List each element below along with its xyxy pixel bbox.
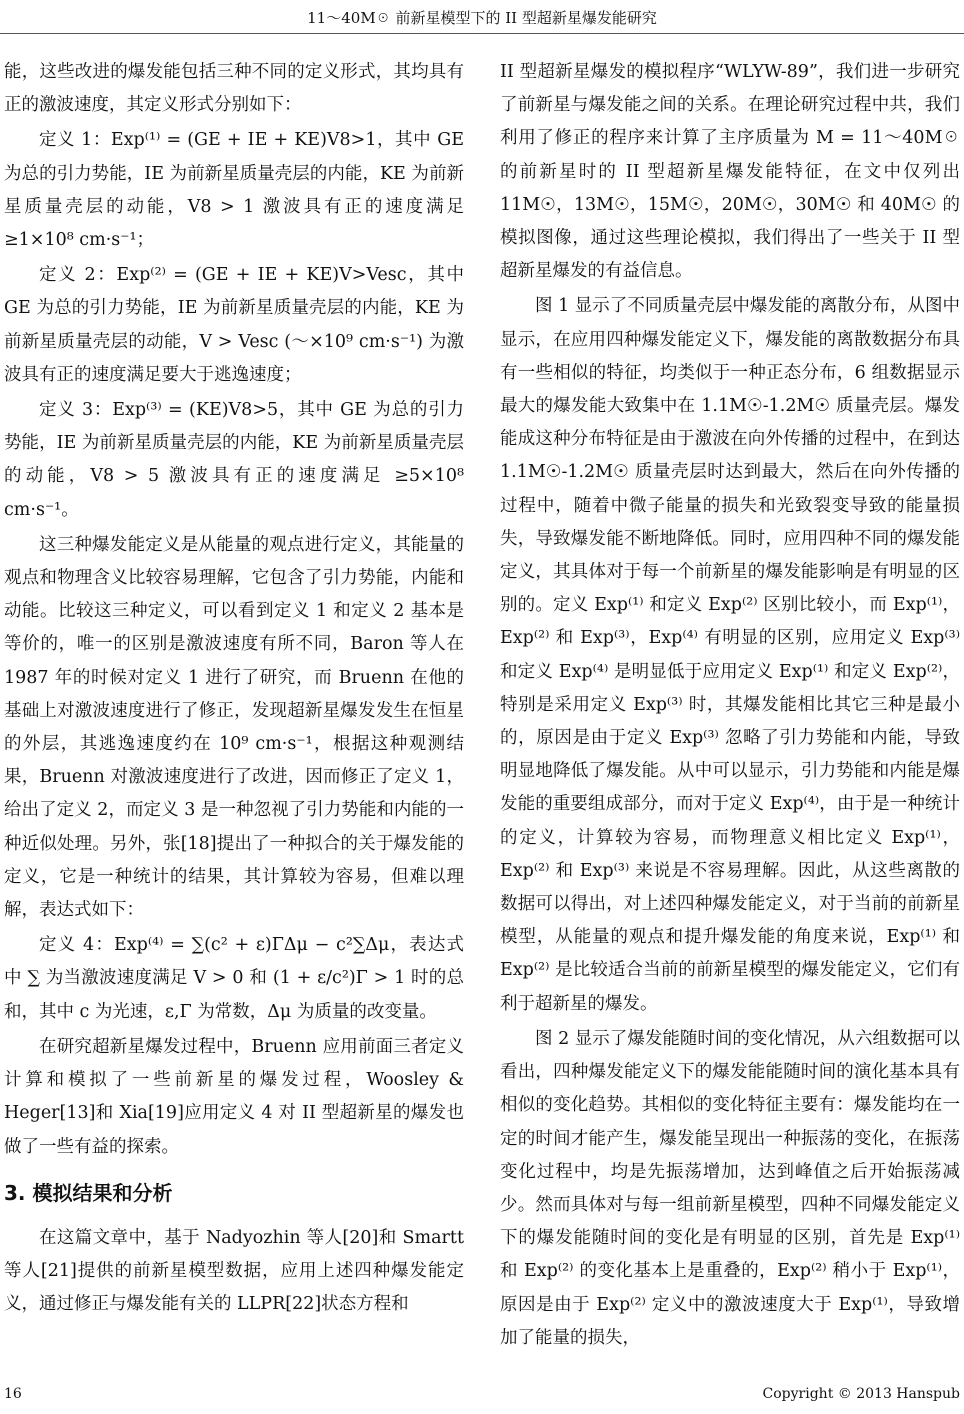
paragraph: II 型超新星爆发的模拟程序“WLYW-89”，我们进一步研究了前新星与爆发能之间的关系。在理论研究过程中共，我们利用了修正的程序来计算了主序质量为 M = 11～40M☉ 的前新星时的 II 型超新星爆发能特征，在文中仅列出 11M☉，13M☉，15M☉，20M☉，30M☉ 和 40M☉ 的模拟图像，通过这些理论模拟，我们得出了一些关于 II 型超新星爆发的有益信息。: [500, 62, 960, 282]
page-footer: [0, 1382, 964, 1406]
header-divider: [0, 33, 964, 34]
section-heading: 3. 模拟结果和分析: [4, 1180, 173, 1205]
paragraph: 在这篇文章中，基于 Nadyozhin 等人[20]和 Smartt 等人[21]提供的前新星模型数据，应用上述四种爆发能定义，通过修正与爆发能有关的 LLPR[22]状态方程和: [4, 1227, 464, 1315]
paragraph: 这三种爆发能定义是从能量的观点进行定义，其能量的观点和物理含义比较容易理解，它包含了引力势能，内能和动能。比较这三种定义，可以看到定义 1 和定义 2 基本是等价的，唯一的区别是激波速度有所不同，Baron 等人在 1987 年的时候对定义 1 进行了研究，而 Bruenn 在他的基础上对激波速度进行了修正，发现超新星爆发发生在恒星的外层，其逃逸速度约在 10⁹ cm·s⁻¹，根据这种观测结果，Bruenn 对激波速度进行了改进，因而修正了定义 1，给出了定义 2，而定义 3 是一种忽视了引力势能和内能的一种近似处理。另外，张[18]提出了一种拟合的关于爆发能的定义，它是一种统计的结果，其计算较为容易，但难以理解，表达式如下：: [4, 534, 464, 921]
definition-2: 定义 2：Exp⁽²⁾ = (GE + IE + KE)V>Vesc，其中 GE 为总的引力势能，IE 为前新星质量壳层的内能，KE 为前新星质量壳层的动能，V > Vesc (～×10⁹ cm·s⁻¹) 为激波具有正的速度满足要大于逃逸速度；: [4, 265, 464, 385]
right-column: [500, 56, 960, 1357]
definition-3: 定义 3：Exp⁽³⁾ = (KE)V8>5，其中 GE 为总的引力势能，IE 为前新星质量壳层的内能，KE 为前新星质量壳层的动能，V8 > 5 激波具有正的速度满足 ≥5×10⁸ cm·s⁻¹。: [4, 400, 464, 520]
copyright-notice: Copyright © 2013 Hanspub: [762, 1386, 960, 1402]
page-number: 16: [4, 1386, 22, 1402]
definition-4: 定义 4：Exp⁽⁴⁾ = ∑(c² + ε)ΓΔμ − c²∑Δμ，表达式中 ∑ 为当激波速度满足 V > 0 和 (1 + ε/c²)Γ > 1 时的总和，其中 c 为光速，ε,Γ 为常数，Δμ 为质量的改变量。: [4, 935, 464, 1022]
paragraph: 在研究超新星爆发过程中，Bruenn 应用前面三者定义计算和模拟了一些前新星的爆发过程，Woosley & Heger[13]和 Xia[19]应用定义 4 对 II 型超新星的爆发也做了一些有益的探索。: [4, 1036, 464, 1157]
paragraph: 能，这些改进的爆发能包括三种不同的定义形式，其均具有正的激波速度，其定义形式分别如下：: [4, 62, 464, 116]
definition-1: 定义 1：Exp⁽¹⁾ = (GE + IE + KE)V8>1，其中 GE 为总的引力势能，IE 为前新星质量壳层的内能，KE 为前新星质量壳层的动能，V8 > 1 激波具有正的速度满足 ≥1×10⁸ cm·s⁻¹；: [4, 130, 464, 251]
paragraph: 图 2 显示了爆发能随时间的变化情况，从六组数据可以看出，四种爆发能定义下的爆发能能随时间的演化基本具有相似的变化趋势。其相似的变化特征主要有：爆发能均在一定的时间才能产生，爆发能呈现出一种振荡的变化，在振荡变化过程中，均是先振荡增加，达到峰值之后开始振荡减少。然而具体对与每一组前新星模型，四种不同爆发能定义下的爆发能随时间的变化是有明显的区别，首先是 Exp⁽¹⁾ 和 Exp⁽²⁾ 的变化基本上是重叠的，Exp⁽²⁾ 稍小于 Exp⁽¹⁾，原因是由于 Exp⁽²⁾ 定义中的激波速度大于 Exp⁽¹⁾，导致增加了能量的损失，: [500, 1028, 960, 1348]
left-column: [4, 56, 464, 1323]
paragraph: 图 1 显示了不同质量壳层中爆发能的离散分布，从图中显示，在应用四种爆发能定义下，爆发能的离散数据分布具有一些相似的特征，均类似于一种正态分布，6 组数据显示最大的爆发能大致集中在 1.1M☉-1.2M☉ 质量壳层。爆发能成这种分布特征是由于激波在向外传播的过程中，在到达 1.1M☉-1.2M☉ 质量壳层时达到最大，然后在向外传播的过程中，随着中微子能量的损失和光致裂变导致的能量损失，导致爆发能不断地降低。同时，应用四种不同的爆发能定义，其具体对于每一个前新星的爆发能影响是有明显的区别的。定义 Exp⁽¹⁾ 和定义 Exp⁽²⁾ 区别比较小，而 Exp⁽¹⁾，Exp⁽²⁾ 和 Exp⁽³⁾，Exp⁽⁴⁾ 有明显的区别，应用定义 Exp⁽³⁾ 和定义 Exp⁽⁴⁾ 是明显低于应用定义 Exp⁽¹⁾ 和定义 Exp⁽²⁾，特别是采用定义 Exp⁽³⁾ 时，其爆发能相比其它三种是最小的，原因是由于定义 Exp⁽³⁾ 忽略了引力势能和内能，导致明显地降低了爆发能。从中可以显示，引力势能和内能是爆发能的重要组成部分，而对于定义 Exp⁽⁴⁾，由于是一种统计的定义，计算较为容易，而物理意义相比定义 Exp⁽¹⁾，Exp⁽²⁾ 和 Exp⁽³⁾ 来说是不容易理解。因此，从这些离散的数据可以得出，对上述四种爆发能定义，对于当前的前新星模型，从能量的观点和提升爆发能的角度来说，Exp⁽¹⁾ 和 Exp⁽²⁾ 是比较适合当前的前新星模型的爆发能定义，它们有利于超新星的爆发。: [500, 296, 960, 1014]
running-header: 11～40M☉ 前新星模型下的 II 型超新星爆发能研究: [307, 9, 657, 27]
